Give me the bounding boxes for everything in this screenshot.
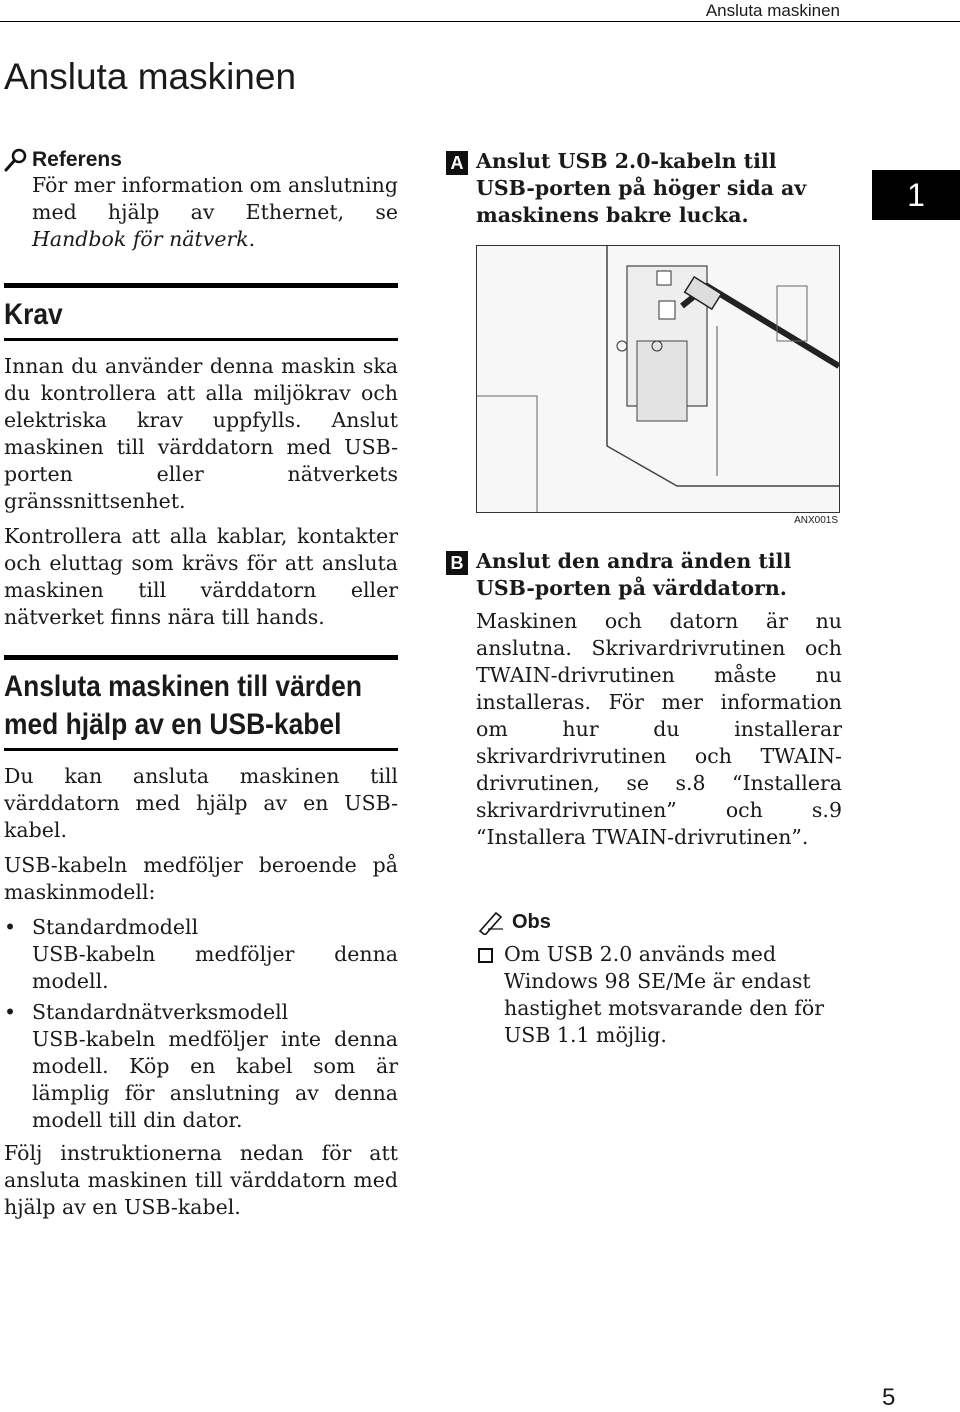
- krav-paragraph-1: Innan du använder denna maskin ska du kontrollera att alla miljökrav och elektriska krav uppfylls. Anslut maskinen till värddatorn med USB-porten eller nätverkets gränssnittsenhet.: [4, 354, 398, 513]
- step-title: Anslut den andra änden till USB-porten på värddatorn.: [476, 549, 792, 600]
- list-item: [4, 999, 398, 1134]
- reference-text-after: .: [248, 227, 256, 251]
- usb-heading-block: [4, 655, 398, 751]
- reference-label: Referens: [32, 148, 122, 171]
- step-number: B: [446, 551, 468, 575]
- krav-bottom-rule: [4, 338, 398, 341]
- chapter-tab: 1: [872, 170, 960, 220]
- usb-port-illustration: [476, 245, 840, 513]
- krav-heading: Krav: [4, 298, 63, 331]
- obs-text: Om USB 2.0 används med Windows 98 SE/Me är endast hastighet motsvarande den för USB 1.1 möjlig.: [504, 942, 824, 1047]
- header-rule: [0, 21, 960, 22]
- reference-text-before: För mer information om anslutning med hjälp av Ethernet, se: [32, 173, 398, 224]
- page-title: Ansluta maskinen: [4, 56, 297, 97]
- usb-heading-line1: Ansluta maskinen till värden: [4, 670, 362, 703]
- figure-code: ANX001S: [794, 515, 838, 526]
- reference-text: [32, 172, 398, 253]
- running-header-title: Ansluta maskinen: [705, 1, 840, 20]
- usb-bottom-rule: [4, 748, 398, 751]
- page-number: 5: [882, 1384, 896, 1411]
- left-column: [4, 148, 398, 1229]
- right-column: [446, 148, 842, 1049]
- step-2: [446, 548, 842, 851]
- reference-heading: [4, 148, 398, 172]
- usb-intro: Du kan ansluta maskinen till värddatorn med hjälp av en USB-kabel.: [4, 764, 398, 842]
- step-text: Maskinen och datorn är nu anslutna. Skrivardrivrutinen och TWAIN-drivrutinen måste nu installeras. För mer information om hur du installerar skrivardrivrutinen och TWAIN-drivrutinen, se s.8 “Installera skrivardrivrutinen” och s.9 “Installera TWAIN-drivrutinen”.: [476, 609, 842, 849]
- machine-rear-drawing: [477, 246, 839, 512]
- list-item: [4, 914, 398, 995]
- bullet-text: USB-kabeln medföljer inte denna modell. Köp en kabel som är lämplig för anslutning av denna modell till din dator.: [32, 1027, 398, 1132]
- step-title: Anslut USB 2.0-kabeln till USB-porten på höger sida av maskinens bakre lucka.: [476, 149, 807, 227]
- pencil-icon: [476, 909, 506, 935]
- usb-heading-line2: med hjälp av en USB-kabel: [4, 708, 342, 741]
- running-header: [0, 0, 960, 22]
- usb-supplied: USB-kabeln medföljer beroende på maskinmodell:: [4, 853, 398, 904]
- magnifier-icon: [4, 148, 28, 172]
- bullet-title: Standardmodell: [32, 915, 199, 939]
- model-list: [4, 914, 398, 1134]
- bullet-text: USB-kabeln medföljer denna modell.: [32, 942, 398, 993]
- checkbox-icon: [478, 948, 493, 963]
- reference-manual-link[interactable]: Handbok för nätverk: [32, 227, 249, 251]
- step-number: A: [446, 151, 468, 175]
- obs-note: [476, 941, 842, 1049]
- step-1: [446, 148, 842, 229]
- usb-follow: Följ instruktionerna nedan för att ansluta maskinen till värddatorn med hjälp av en USB-kabel.: [4, 1141, 398, 1219]
- krav-heading-block: [4, 283, 398, 341]
- krav-paragraph-2: Kontrollera att alla kablar, kontakter och eluttag som krävs för att ansluta maskinen till värddatorn eller nätverket finns nära till hands.: [4, 524, 398, 629]
- bullet-title: Standardnätverksmodell: [32, 1000, 289, 1024]
- obs-label: Obs: [512, 910, 551, 933]
- obs-heading: [476, 909, 842, 935]
